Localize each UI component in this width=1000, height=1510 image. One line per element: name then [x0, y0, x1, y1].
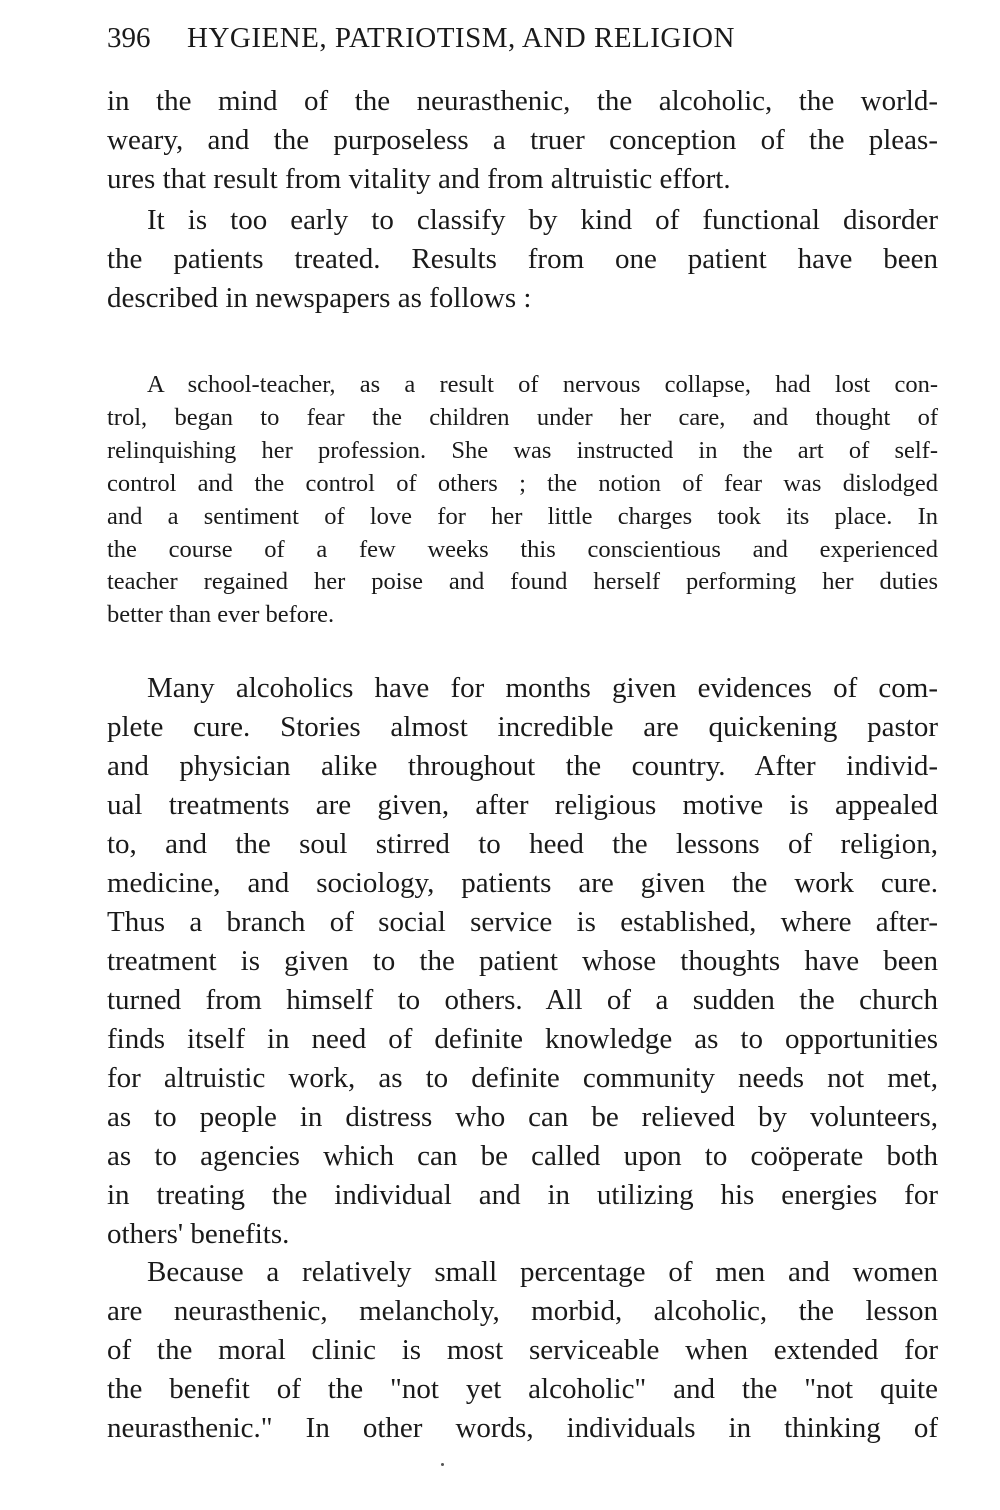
text-line: the patients treated. Results from one patient have been [107, 243, 938, 275]
text-line: as to agencies which can be called upon to coöperate both [107, 1140, 938, 1172]
text-line: weary, and the purposeless a truer conception of the pleas- [107, 124, 938, 156]
text-line: the benefit of the "not yet alcoholic" and the "not quite [107, 1373, 938, 1405]
text-line: It is too early to classify by kind of functional disorder [147, 204, 938, 236]
text-line: others' benefits. [107, 1218, 290, 1250]
print-speck [441, 1463, 444, 1466]
text-line: neurasthenic." In other words, individuals in thinking of [107, 1412, 938, 1444]
running-header [107, 18, 938, 58]
text-line: finds itself in need of definite knowledge as to opportunities [107, 1023, 938, 1055]
text-line: Because a relatively small percentage of men and women [147, 1256, 938, 1288]
text-line: plete cure. Stories almost incredible are quickening pastor [107, 711, 938, 743]
text-line: as to people in distress who can be relieved by volunteers, [107, 1101, 938, 1133]
text-line: in treating the individual and in utilizing his energies for [107, 1179, 938, 1211]
text-line: for altruistic work, as to definite community needs not met, [107, 1062, 938, 1094]
text-line: medicine, and sociology, patients are given the work cure. [107, 867, 938, 899]
text-line: and a sentiment of love for her little charges took its place. In [107, 502, 938, 530]
text-line: better than ever before. [107, 601, 335, 629]
page-number: 396 [107, 22, 151, 54]
text-line: and physician alike throughout the country. After individ- [107, 750, 938, 782]
text-line: teacher regained her poise and found herself performing her duties [107, 568, 938, 596]
text-line: Many alcoholics have for months given evidences of com- [147, 672, 938, 704]
text-line: described in newspapers as follows : [107, 282, 532, 314]
text-line: in the mind of the neurasthenic, the alcoholic, the world- [107, 85, 938, 117]
text-line: control and the control of others ; the notion of fear was dislodged [107, 469, 938, 497]
text-line: ual treatments are given, after religious motive is appealed [107, 789, 938, 821]
text-line: ures that result from vitality and from altruistic effort. [107, 163, 731, 195]
running-title: HYGIENE, PATRIOTISM, AND RELIGION [187, 22, 735, 54]
text-line: of the moral clinic is most serviceable when extended for [107, 1334, 938, 1366]
text-line: Thus a branch of social service is established, where after- [107, 906, 938, 938]
text-line: A school-teacher, as a result of nervous collapse, had lost con- [147, 371, 938, 398]
text-line: trol, began to fear the children under her care, and thought of [107, 403, 938, 431]
text-line: turned from himself to others. All of a sudden the church [107, 984, 938, 1016]
text-line: the course of a few weeks this conscientious and experienced [107, 535, 938, 563]
text-line: relinquishing her profession. She was instructed in the art of self- [107, 436, 938, 464]
text-line: treatment is given to the patient whose thoughts have been [107, 945, 938, 977]
text-line: are neurasthenic, melancholy, morbid, alcoholic, the lesson [107, 1295, 938, 1327]
text-line: to, and the soul stirred to heed the lessons of religion, [107, 828, 938, 860]
